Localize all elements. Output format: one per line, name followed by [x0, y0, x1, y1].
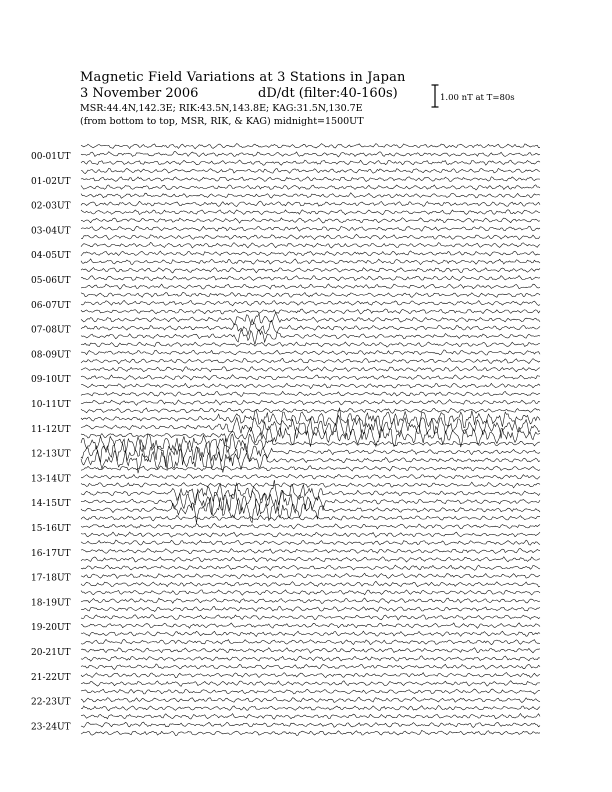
trace-msr-19-20ut: [81, 631, 540, 636]
row-label-16-17ut: 16-17UT: [31, 548, 71, 559]
trace-rik-15-16ut: [81, 524, 540, 529]
trace-rik-00-01ut: [81, 152, 540, 157]
row-label-20-21ut: 20-21UT: [31, 648, 71, 658]
trace-msr-05-06ut: [81, 284, 540, 289]
trace-msr-23-24ut: [81, 730, 540, 735]
trace-msr-02-03ut: [81, 210, 540, 215]
trace-rik-16-17ut: [81, 549, 540, 554]
trace-rik-10-11ut: [81, 400, 540, 406]
trace-msr-04-05ut: [81, 259, 540, 265]
row-label-19-20ut: 19-20UT: [31, 623, 71, 634]
trace-rik-20-21ut: [81, 648, 540, 654]
trace-msr-17-18ut: [81, 581, 540, 587]
trace-order-note: (from bottom to top, MSR, RIK, & KAG) midnight=1500UT: [80, 116, 364, 127]
scale-label: 1.00 nT at T=80s: [440, 93, 515, 103]
row-label-23-24ut: 23-24UT: [31, 722, 71, 733]
trace-msr-22-23ut: [81, 706, 540, 711]
trace-msr-20-21ut: [81, 656, 540, 661]
trace-kag-19-20ut: [81, 615, 540, 620]
chart-title: Magnetic Field Variations at 3 Stations in Japan: [80, 70, 406, 85]
trace-kag-15-16ut: [81, 515, 540, 521]
row-label-12-13ut: 12-13UT: [31, 449, 71, 460]
row-label-07-08ut: 07-08UT: [31, 325, 71, 336]
trace-rik-06-07ut: [81, 300, 540, 305]
trace-rik-13-14ut: [81, 474, 540, 479]
trace-rik-19-20ut: [81, 623, 540, 629]
trace-rik-03-04ut: [81, 226, 540, 231]
chart-component: dD/dt (filter:40-160s): [258, 86, 398, 101]
trace-kag-03-04ut: [81, 218, 540, 223]
trace-kag-22-23ut: [81, 689, 540, 694]
trace-kag-09-10ut: [81, 366, 540, 372]
trace-rik-09-10ut: [81, 375, 540, 380]
trace-kag-10-11ut: [81, 391, 540, 396]
trace-kag-07-08ut: [81, 312, 540, 324]
trace-kag-18-19ut: [81, 590, 540, 595]
trace-kag-16-17ut: [81, 540, 540, 545]
row-label-15-16ut: 15-16UT: [31, 524, 71, 534]
trace-msr-06-07ut: [81, 309, 540, 314]
chart-date: 3 November 2006: [80, 86, 199, 101]
row-label-04-05ut: 04-05UT: [31, 251, 71, 262]
trace-rik-18-19ut: [81, 598, 540, 603]
trace-msr-09-10ut: [81, 383, 540, 388]
trace-rik-02-03ut: [81, 201, 540, 206]
trace-kag-00-01ut: [81, 144, 540, 149]
station-coordinates: MSR:44.4N,142.3E; RIK:43.5N,143.8E; KAG:31.5N,130.7E: [80, 103, 363, 114]
row-label-11-12ut: 11-12UT: [31, 424, 71, 435]
trace-kag-13-14ut: [81, 466, 540, 471]
row-label-09-10ut: 09-10UT: [31, 375, 71, 386]
trace-kag-17-18ut: [81, 565, 540, 570]
trace-msr-08-09ut: [81, 358, 540, 363]
trace-kag-06-07ut: [81, 293, 540, 298]
trace-msr-15-16ut: [81, 532, 540, 537]
row-label-17-18ut: 17-18UT: [31, 573, 71, 584]
trace-rik-04-05ut: [81, 251, 540, 256]
trace-kag-20-21ut: [81, 639, 540, 644]
row-label-22-23ut: 22-23UT: [31, 697, 71, 708]
trace-kag-01-02ut: [81, 168, 540, 173]
trace-msr-18-19ut: [81, 606, 540, 611]
trace-msr-00-01ut: [81, 160, 540, 165]
row-label-21-22ut: 21-22UT: [31, 672, 71, 683]
row-label-14-15ut: 14-15UT: [31, 499, 71, 510]
trace-rik-08-09ut: [81, 350, 540, 355]
trace-kag-08-09ut: [81, 342, 540, 347]
trace-rik-17-18ut: [81, 573, 540, 578]
trace-kag-23-24ut: [81, 714, 540, 720]
trace-kag-21-22ut: [81, 664, 540, 670]
row-label-05-06ut: 05-06UT: [31, 276, 71, 286]
row-label-13-14ut: 13-14UT: [31, 474, 71, 485]
trace-msr-16-17ut: [81, 557, 540, 562]
trace-rik-23-24ut: [81, 722, 540, 727]
row-label-18-19ut: 18-19UT: [31, 598, 71, 609]
trace-msr-13-14ut: [81, 482, 540, 488]
trace-rik-01-02ut: [81, 177, 540, 182]
row-label-10-11ut: 10-11UT: [31, 400, 71, 410]
trace-rik-12-13ut: [81, 438, 540, 467]
trace-msr-01-02ut: [81, 185, 540, 190]
row-label-03-04ut: 03-04UT: [31, 226, 71, 237]
trace-msr-21-22ut: [81, 681, 540, 687]
row-label-02-03ut: 02-03UT: [31, 201, 71, 212]
trace-msr-10-11ut: [81, 408, 540, 413]
trace-rik-05-06ut: [81, 276, 540, 281]
row-label-06-07ut: 06-07UT: [31, 300, 71, 311]
trace-kag-04-05ut: [81, 242, 540, 248]
trace-msr-07-08ut: [81, 330, 540, 345]
trace-msr-14-15ut: [81, 497, 540, 523]
row-label-01-02ut: 01-02UT: [31, 176, 71, 187]
trace-kag-05-06ut: [81, 268, 540, 274]
row-label-00-01ut: 00-01UT: [31, 152, 71, 162]
trace-kag-02-03ut: [81, 193, 540, 199]
trace-msr-03-04ut: [81, 234, 540, 239]
trace-rik-22-23ut: [81, 697, 540, 702]
row-label-08-09ut: 08-09UT: [31, 350, 71, 361]
trace-rik-21-22ut: [81, 673, 540, 678]
